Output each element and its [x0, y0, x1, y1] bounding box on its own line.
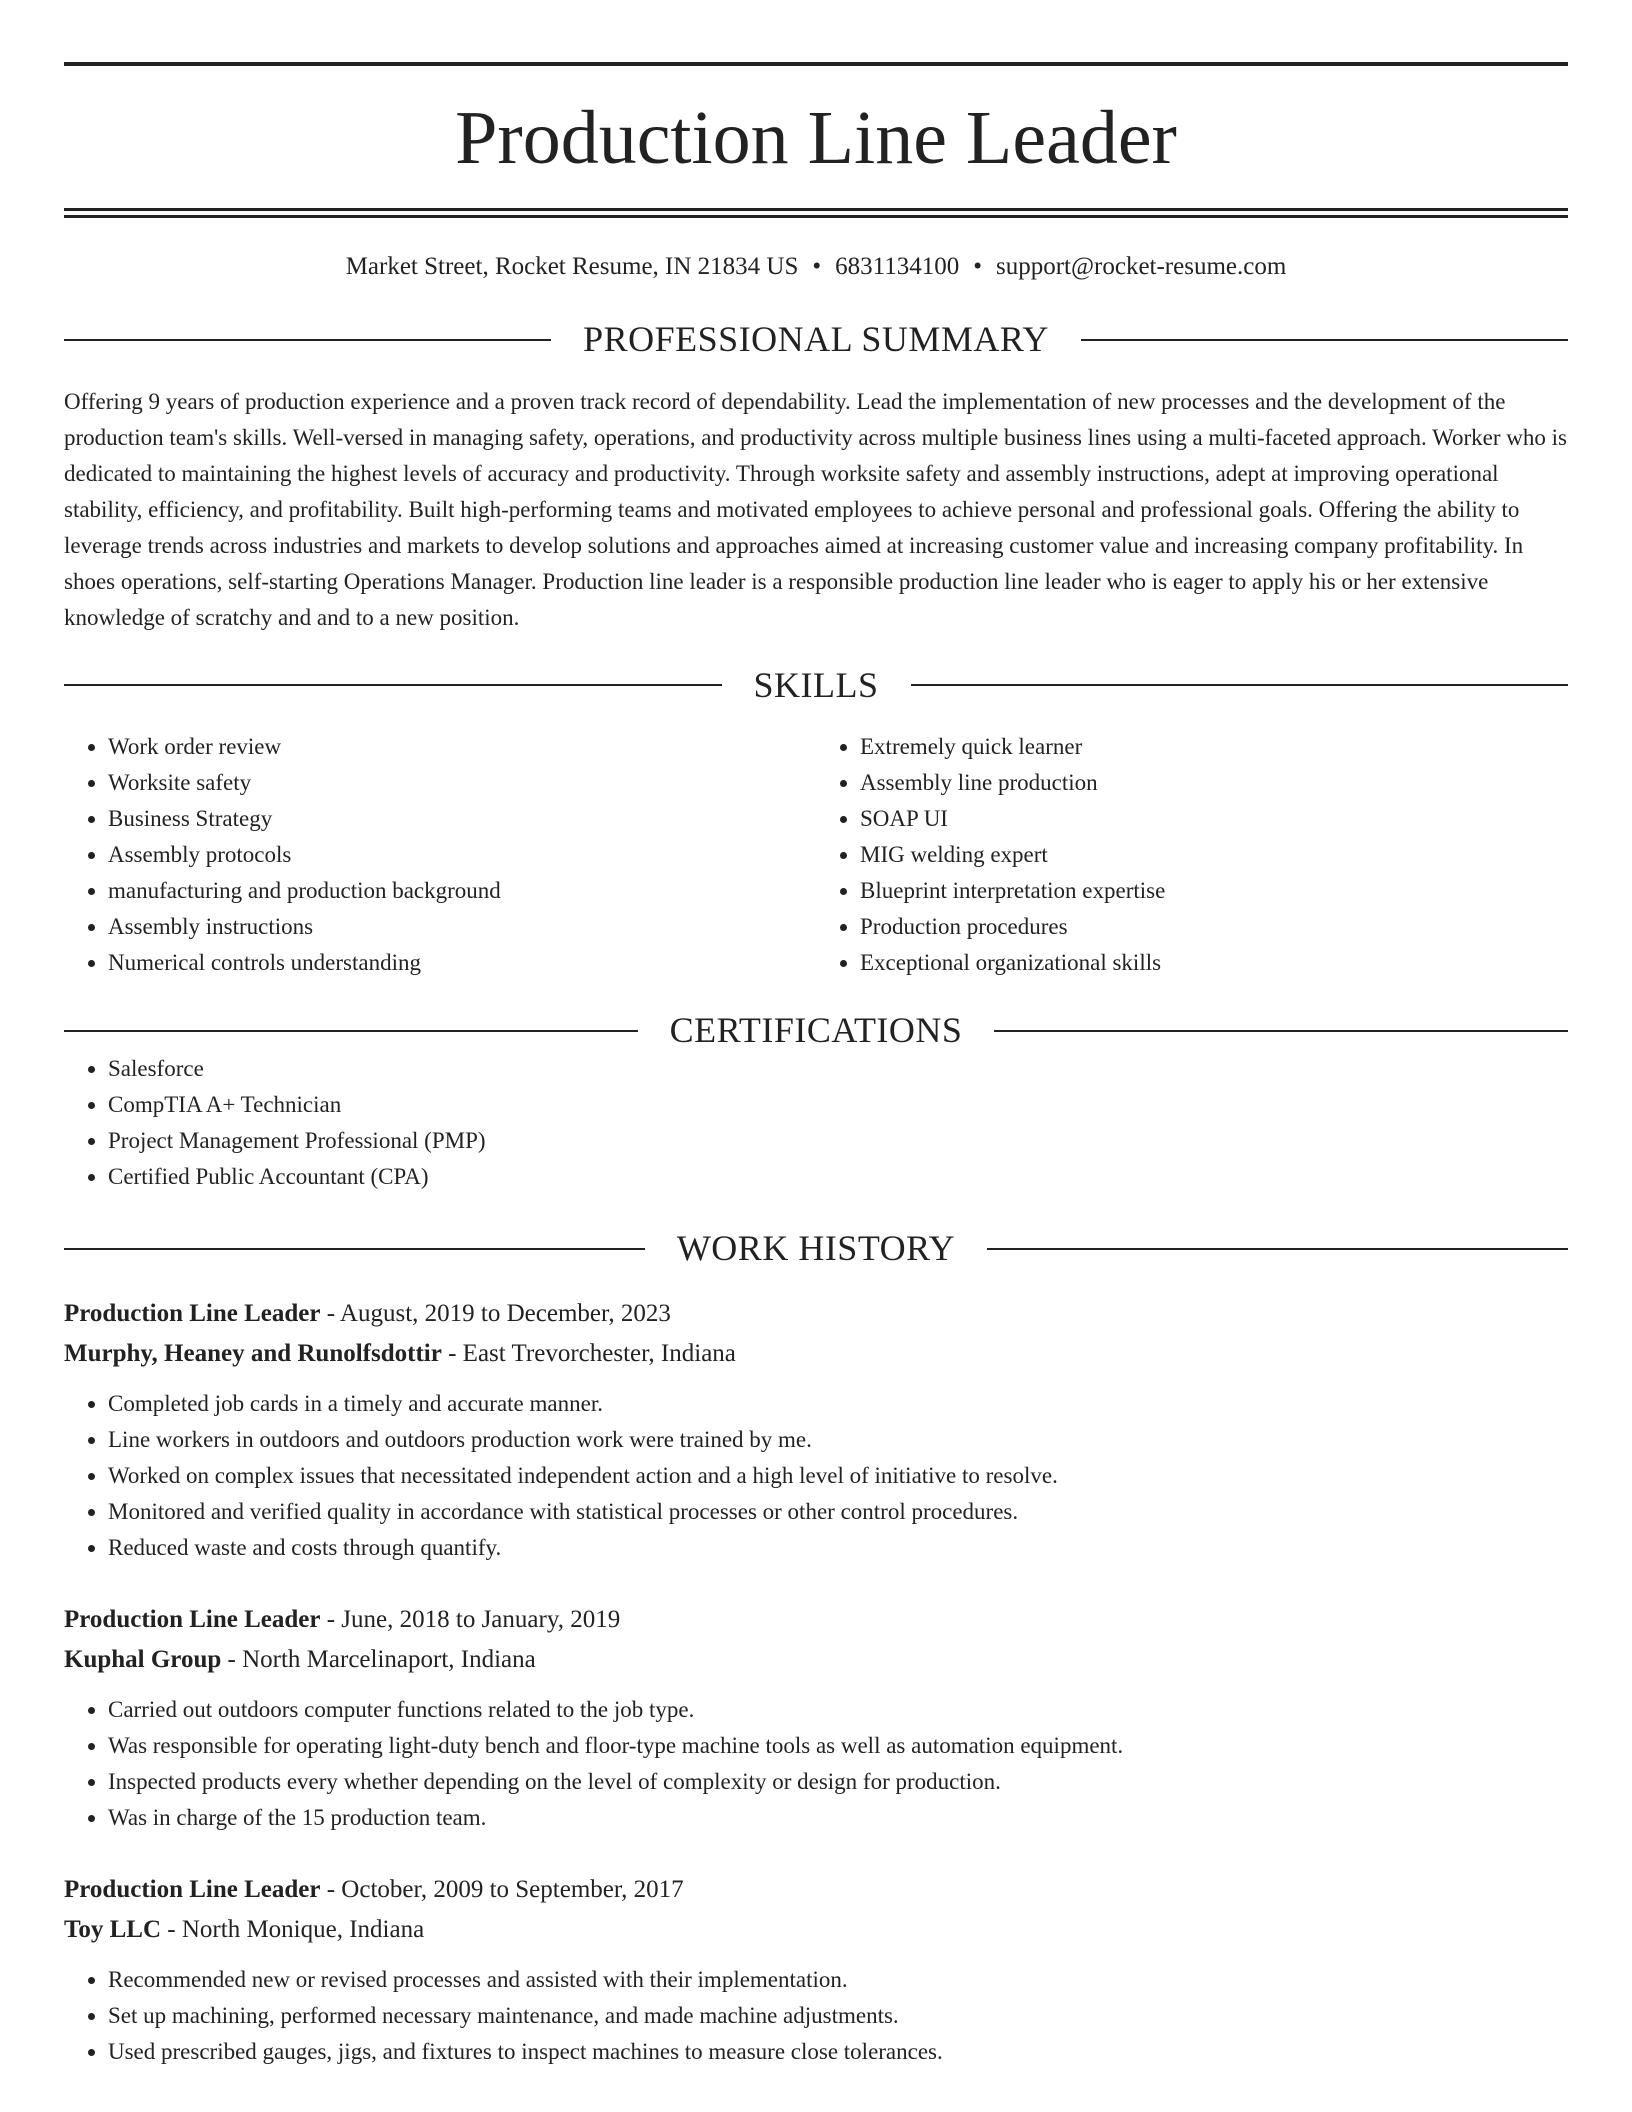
certifications-section-title: CERTIFICATIONS [669, 1010, 963, 1051]
skills-section-title: SKILLS [753, 664, 879, 705]
skills-list-left [64, 729, 816, 981]
list-item: • Used prescribed gauges, jigs, and fixtures to inspect machines to measure close tolerances. [108, 2034, 1568, 2070]
job-title-line [64, 1870, 1568, 1910]
job-company-line [64, 1640, 1568, 1680]
job-title-line [64, 1294, 1568, 1334]
list-item: • CompTIA A+ Technician [108, 1087, 1568, 1123]
list-item: • Assembly line production [860, 765, 1568, 801]
list-item: • Set up machining, performed necessary maintenance, and made machine adjustments. [108, 1998, 1568, 2034]
contact-email[interactable]: support@rocket-resume.com [996, 253, 1287, 280]
list-item: • Carried out outdoors computer functions related to the job type. [108, 1692, 1568, 1728]
header-top-rule [64, 62, 1568, 66]
list-item: • MIG welding expert [860, 837, 1568, 873]
job-location: - North Monique, Indiana [167, 1916, 425, 1944]
job-title: Production Line Leader [64, 1876, 321, 1904]
list-item: • Work order review [108, 729, 816, 765]
job-title-line [64, 1600, 1568, 1640]
contact-address: Market Street, Rocket Resume, IN 21834 US [345, 253, 799, 280]
list-item: • Business Strategy [108, 801, 816, 837]
work-section-header [64, 1229, 1568, 1269]
list-item: • Completed job cards in a timely and accurate manner. [108, 1386, 1568, 1422]
section-rule-right [911, 684, 1569, 686]
section-rule-right [987, 1248, 1568, 1250]
certifications-section-header [64, 1011, 1568, 1051]
job-entry [64, 1600, 1568, 1836]
section-rule-left [64, 339, 551, 341]
section-rule-right [994, 1030, 1568, 1032]
list-item: • Recommended new or revised processes and assisted with their implementation. [108, 1962, 1568, 1998]
list-item: • Assembly protocols [108, 837, 816, 873]
header-double-rule [64, 208, 1568, 218]
job-bullets [64, 1386, 1568, 1566]
skills-section-header [64, 666, 1568, 706]
contact-line [64, 252, 1568, 282]
job-bullets [64, 1692, 1568, 1836]
section-rule-left [64, 1248, 645, 1250]
contact-separator: • [812, 253, 822, 280]
resume-page [64, 0, 1568, 2070]
list-item: • Was in charge of the 15 production team. [108, 1800, 1568, 1836]
list-item: • Salesforce [108, 1051, 1568, 1087]
skills-columns [64, 729, 1568, 981]
summary-section-header [64, 320, 1568, 360]
summary-section-title: PROFESSIONAL SUMMARY [583, 319, 1049, 359]
list-item: • Extremely quick learner [860, 729, 1568, 765]
skills-list-right [816, 729, 1568, 981]
list-item: • Exceptional organizational skills [860, 945, 1568, 981]
job-company: Murphy, Heaney and Runolfsdottir [64, 1340, 442, 1368]
summary-text: Offering 9 years of production experience and a proven track record of dependability. Lead the implementation of new processes and the development of the production team's skills. Well-versed in managing safety, operations, and productivity across multiple business lines using a multi-faceted approach. Worker who is dedicated to maintaining the highest levels of accuracy and productivity. Through worksite safety and assembly instructions, adept at improving operational stability, efficiency, and profitability. Built high-performing teams and motivated employees to achieve personal and professional goals. Offering the ability to leverage trends across industries and markets to develop solutions and approaches aimed at increasing customer value and increasing company profitability. In shoes operations, self-starting Operations Manager. Production line leader is a responsible production line leader who is eager to apply his or her extensive knowledge of scratchy and and to a new position. [64, 388, 1567, 630]
list-item: • Was responsible for operating light-duty bench and floor-type machine tools as well as automation equipment. [108, 1728, 1568, 1764]
resume-name: Production Line Leader [455, 96, 1177, 180]
list-item: • SOAP UI [860, 801, 1568, 837]
job-company: Kuphal Group [64, 1646, 222, 1674]
job-dates: - June, 2018 to January, 2019 [326, 1606, 621, 1634]
work-section-title: WORK HISTORY [676, 1227, 956, 1268]
list-item: • Monitored and verified quality in accordance with statistical processes or other control procedures. [108, 1494, 1568, 1530]
job-dates: - August, 2019 to December, 2023 [326, 1300, 671, 1328]
list-item: • Certified Public Accountant (CPA) [108, 1159, 1568, 1195]
job-location: - East Trevorchester, Indiana [448, 1340, 736, 1368]
job-entry [64, 1294, 1568, 1566]
section-rule-left [64, 1030, 638, 1032]
list-item: • Production procedures [860, 909, 1568, 945]
list-item: • Line workers in outdoors and outdoors production work were trained by me. [108, 1422, 1568, 1458]
list-item: • manufacturing and production background [108, 873, 816, 909]
list-item: • Inspected products every whether depending on the level of complexity or design for production. [108, 1764, 1568, 1800]
job-company-line [64, 1910, 1568, 1950]
job-bullets [64, 1962, 1568, 2070]
contact-phone: 6831134100 [835, 253, 960, 280]
list-item: • Worked on complex issues that necessitated independent action and a high level of initiative to resolve. [108, 1458, 1568, 1494]
list-item: • Project Management Professional (PMP) [108, 1123, 1568, 1159]
section-rule-right [1081, 339, 1568, 341]
section-rule-left [64, 684, 722, 686]
job-company: Toy LLC [64, 1916, 162, 1944]
job-location: - North Marcelinaport, Indiana [227, 1646, 536, 1674]
job-title: Production Line Leader [64, 1300, 321, 1328]
list-item: • Numerical controls understanding [108, 945, 816, 981]
list-item: • Assembly instructions [108, 909, 816, 945]
list-item: • Reduced waste and costs through quantify. [108, 1530, 1568, 1566]
job-title: Production Line Leader [64, 1606, 321, 1634]
job-entry [64, 1870, 1568, 2070]
certifications-list [64, 1051, 1568, 1195]
contact-separator: • [973, 253, 982, 280]
list-item: • Worksite safety [108, 765, 816, 801]
job-company-line [64, 1334, 1568, 1374]
list-item: • Blueprint interpretation expertise [860, 873, 1568, 909]
job-dates: - October, 2009 to September, 2017 [326, 1876, 684, 1904]
